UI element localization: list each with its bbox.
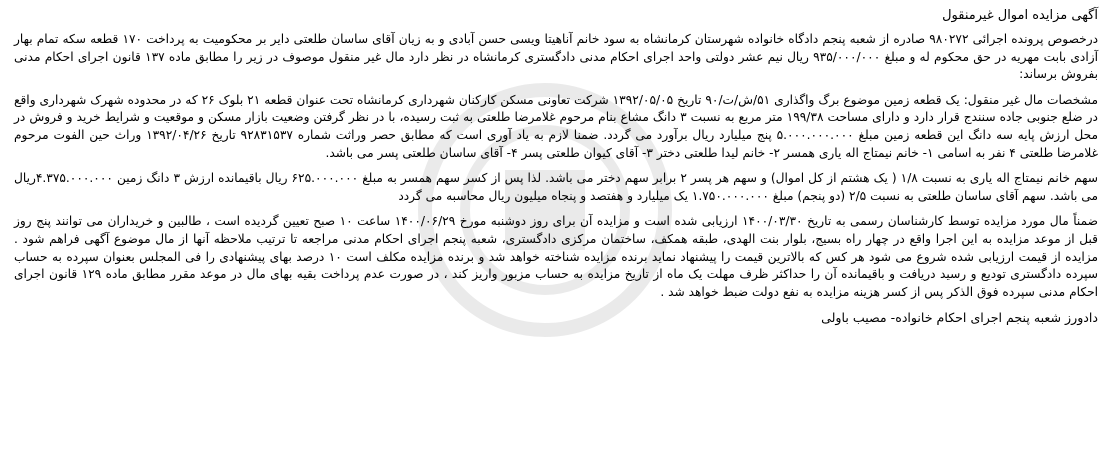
notice-title: آگهی مزایده اموال غیرمنقول	[942, 8, 1098, 23]
signature-line: دادورز شعبه پنجم اجرای احکام خانواده- مصیب باولی	[821, 310, 1098, 326]
paragraph-property-specs: مشخصات مال غیر منقول: یک قطعه زمین موضوع برگ واگذاری ۵۱/ش/ت/۹۰ تاریخ ۱۳۹۲/۰۵/۰۵ شرکت تعاونی مسکن کارکنان شهرداری کرمانشاه تحت عنوان قطعه ۲۱ بلوک ۲۶ که در محدوده شهرک شهرداری واقع در ضلع جنوبی جاده سنندج قرار دارد و دارای مساحت ۱۹۹/۳۸ متر مربع به نسبت ۳ دانگ مشاع بنام مرحوم غلامرضا طلعتی به ثبت رسیده، با در نظر گرفتن وضعیت بازار مسکن و موقعیت و شرایط خرید و فروش در محل ارزش پایه سه دانگ این قطعه زمین مبلغ ۵.۰۰۰.۰۰۰.۰۰۰ پنج میلیارد ریال برآورد می گردد. ضمنا لازم به یاد آوری است که مطابق حصر وراثت شماره ۹۲۸۳۱۵۳۷ تاریخ ۱۳۹۲/۰۴/۲۶ وراث حین الفوت مرحوم غلامرضا طلعتی ۴ نفر به اسامی ۱- خانم نیمتاج اله یاری همسر ۲- خانم لیدا طلعتی دختر ۳- آقای کیوان طلعتی پسر ۴- آقای ساسان طلعتی پسر می باشد.	[14, 92, 1099, 160]
paragraph-shares: سهم خانم نیمتاج اله یاری به نسبت ۱/۸ ( یک هشتم از کل اموال) و سهم هر پسر ۲ برابر سهم دختر می باشد. لذا پس از کسر سهم همسر به مبلغ ۶۲۵.۰۰۰.۰۰۰ ریال باقیمانده ارزش ۳ دانگ زمین ۴.۳۷۵.۰۰۰.۰۰۰ریال می باشد. سهم آقای ساسان طلعتی به نسبت ۲/۵ (دو پنجم) مبلغ ۱.۷۵۰.۰۰۰.۰۰۰ یک میلیارد و هفتصد و پنجاه میلیون ریال محاسبه می گردد	[14, 171, 1099, 203]
paragraph-auction-terms: ضمناً مال مورد مزایده توسط کارشناسان رسمی به تاریخ ۱۴۰۰/۰۳/۳۰ ارزیابی شده است و مزایده آن برای روز دوشنبه مورخ ۱۴۰۰/۰۶/۲۹ ساعت ۱۰ صبح تعیین گردیده است ، طالبین و خریداران می توانند پنج روز قبل از موعد مزایده به این اجرا واقع در چهار راه بسیج، بلوار بنت الهدی، طبقه همکف، ساختمان مرکزی دادگستری، شعبه پنجم اجرای احکام مدنی مراجعه تا ترتیب ملاحظه آنها از مال موضوع آگهی فراهم شود . مزایده از قیمت ارزیابی شده شروع می شود هر کس که بالاترین قیمت را پیشنهاد نماید برنده مزایده شناخته خواهد شد و برنده مزایده مکلف است ۱۰ درصد بهای پیشنهادی را فی المجلس بعنوان سپرده به حساب سپرده دادگستری تودیع و رسید دریافت و باقیمانده آن را حداکثر ظرف مهلت یک ماه از تاریخ مزایده به حساب مزبور واریز کند ، در صورت عدم پرداخت بقیه بهای مال در موعد مقرر مطابق ماده ۱۲۹ قانون اجرای احکام مدنی سپرده فوق الذکر پس از کسر هزینه مزایده به نفع دولت ضبط خواهد شد .	[14, 214, 1098, 299]
paragraph-case-details: درخصوص پرونده اجرائی ۹۸۰۲۷۲ صادره از شعبه پنجم دادگاه خانواده شهرستان کرمانشاه به سود خانم آناهیتا ویسی حسن آبادی و به زیان آقای ساسان طلعتی دایر بر محکومیت به پرداخت ۱۷۰ قطعه سکه تمام بهار آزادی بابت مهریه در حق محکوم له و مبلغ ۹۳۵/۰۰۰/۰۰۰ ریال نیم عشر دولتی واحد اجرای احکام مدنی دادگستری کرمانشاه در نظر دارد مال غیر منقول موصوف در زیر را مطابق ماده ۱۳۷ قانون اجرای احکام مدنی بفروش برساند:	[14, 32, 1099, 82]
